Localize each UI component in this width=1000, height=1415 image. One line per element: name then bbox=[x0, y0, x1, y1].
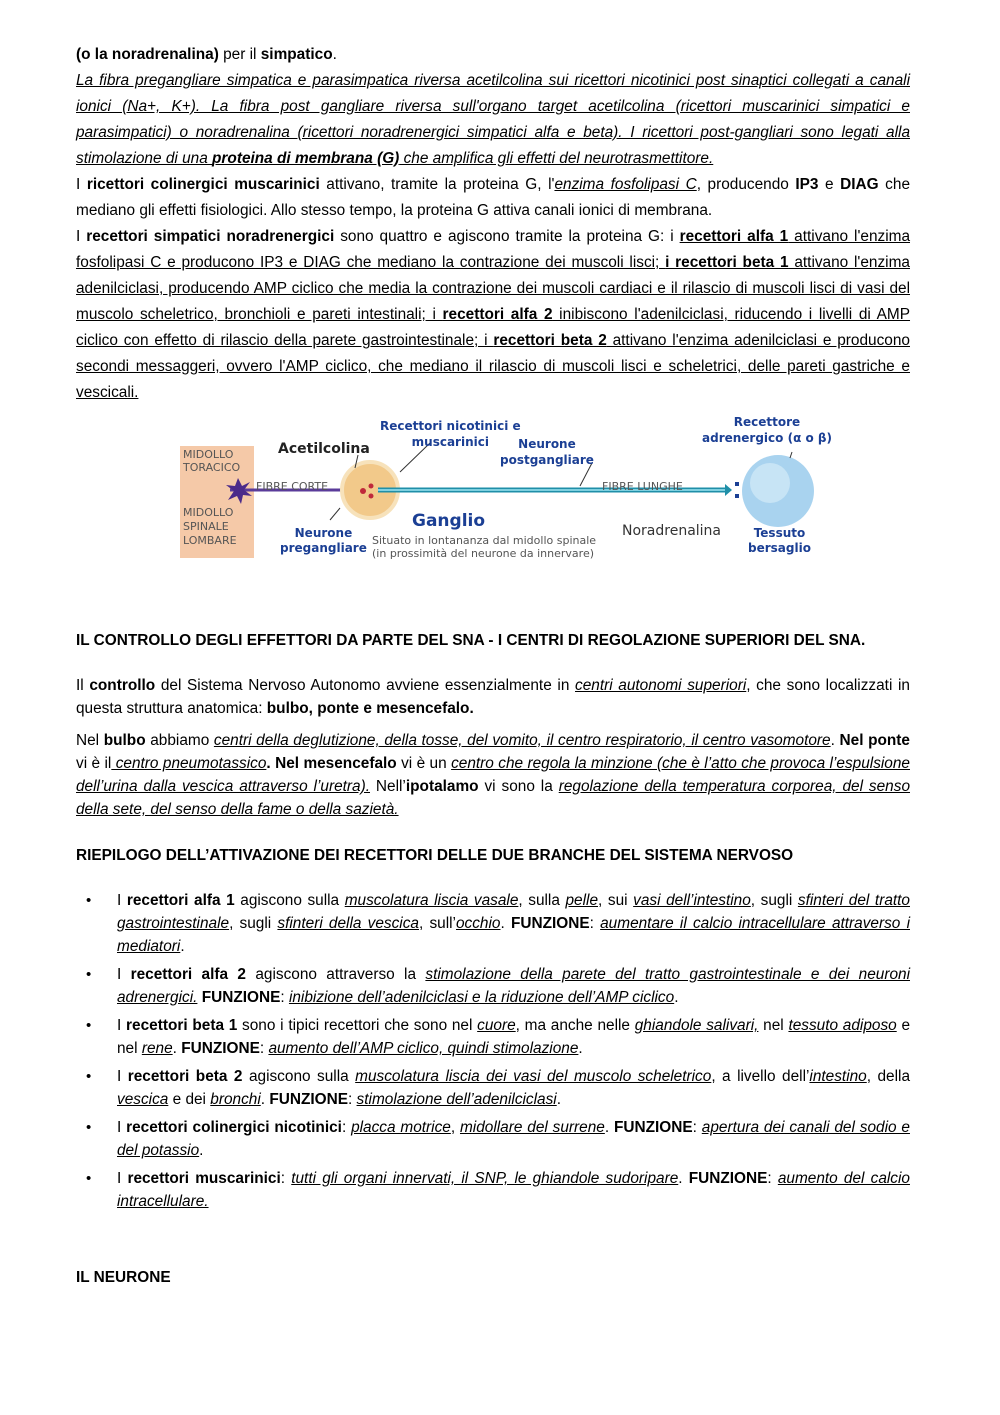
underlined-text: sfinteri del tratto gastrointestinale bbox=[117, 892, 910, 932]
bold-text: ricettori colinergici muscarinici bbox=[86, 176, 320, 193]
underlined-text: bronchi bbox=[210, 1091, 261, 1108]
text: . bbox=[678, 1170, 689, 1187]
text: , sugli bbox=[229, 915, 278, 932]
list-item bbox=[76, 1014, 910, 1060]
text: . bbox=[604, 1119, 614, 1136]
text: LOMBARE bbox=[183, 534, 237, 547]
text: : bbox=[347, 1091, 357, 1108]
italic-paragraph bbox=[76, 68, 910, 172]
text: . bbox=[172, 1040, 182, 1057]
text: sono i tipici recettori che sono nel bbox=[237, 1017, 478, 1034]
text: I bbox=[117, 966, 131, 983]
receptor-mark bbox=[735, 494, 739, 498]
underlined-text: stimolazione dell’adenilciclasi bbox=[356, 1091, 557, 1108]
bold-text: FUNZIONE bbox=[688, 1170, 768, 1187]
leader-line bbox=[330, 508, 340, 520]
synapse-dot bbox=[360, 488, 366, 494]
label-acetilcolina: Acetilcolina bbox=[278, 441, 370, 457]
text: MIDOLLO bbox=[183, 448, 234, 461]
section-heading-riepilogo: RIEPILOGO DELL’ATTIVAZIONE DEI RECETTORI DELLE DUE BRANCHE DEL SISTEMA NERVOSO bbox=[76, 847, 794, 864]
text: vi è un bbox=[396, 755, 452, 772]
text: del Sistema Nervoso Autonomo avviene essenzialmente in bbox=[155, 677, 576, 694]
underlined-text: sfinteri della vescica bbox=[277, 915, 419, 932]
text: agiscono sulla bbox=[234, 892, 345, 909]
bold-text: recettori alfa 1 bbox=[679, 228, 789, 245]
label-recettore-adrenergico bbox=[702, 414, 832, 446]
bold-text: FUNZIONE bbox=[201, 989, 281, 1006]
autonomic-pathway-figure bbox=[180, 415, 832, 588]
underlined-text: centri della deglutizione, della tosse, del vomito, il centro respiratorio, il centro vasomotore bbox=[213, 732, 831, 749]
controllo-paragraph-2 bbox=[76, 729, 910, 821]
text: : bbox=[692, 1119, 702, 1136]
section-heading-controllo: IL CONTROLLO DEGLI EFFETTORI DA PARTE DEL SNA - I CENTRI DI REGOLAZIONE SUPERIORI DEL SNA. bbox=[76, 632, 866, 649]
label-neurone-pregangliare bbox=[280, 526, 367, 556]
text: Recettori nicotinici e bbox=[380, 419, 521, 433]
text: Il bbox=[76, 677, 90, 694]
bold-text: recettori muscarinici bbox=[127, 1170, 281, 1187]
underlined-text: vescica bbox=[117, 1091, 169, 1108]
label-ganglio: Ganglio bbox=[412, 511, 486, 531]
text: . bbox=[332, 46, 337, 63]
text: . bbox=[260, 1091, 270, 1108]
underlined-text: stimolazione della parete del tratto gastrointestinale e dei neuroni adrenergici. bbox=[117, 966, 910, 1006]
text: Neurone bbox=[294, 526, 353, 540]
list-item bbox=[76, 1116, 910, 1162]
text: . Nel bbox=[266, 755, 304, 772]
bold-text: proteina di membrana (G) bbox=[212, 150, 400, 167]
text: : bbox=[280, 1170, 292, 1187]
bold-text: recettori beta 2 bbox=[493, 332, 607, 349]
text: Nell’ bbox=[370, 778, 406, 795]
underlined-text: centro che regola la minzione (che è l’atto che provoca l’espulsione dell’urina dalla vescica attraverso l’uretra). bbox=[76, 755, 910, 795]
underlined-text: muscolatura liscia vasale bbox=[344, 892, 519, 909]
receptor-mark bbox=[735, 482, 739, 486]
text: vi è il bbox=[76, 755, 112, 772]
underlined-text: apertura dei canali del sodio e del potassio bbox=[117, 1119, 910, 1159]
text: attivano, tramite la proteina G, l' bbox=[319, 176, 555, 193]
underlined-text: enzima fosfolipasi C bbox=[554, 176, 697, 193]
receptor-summary-list bbox=[76, 889, 910, 1213]
text: , a livello dell’ bbox=[711, 1068, 810, 1085]
text: La fibra pregangliare simpatica e parasimpatica riversa acetilcolina sui ricettori nicotinici post sinaptici collegati a canali ionici (Na+, K+). La fibra post gangliare riversa sull'organo target acetilcolina (ricettori muscarinici simpatici e parasimpatici) o noradrenalina (ricettori noradrenergici simpatici alfa e beta). I ricettori post-gangliari sono legati alla stimolazione di una bbox=[76, 72, 910, 167]
bold-text: FUNZIONE bbox=[181, 1040, 260, 1057]
text: . bbox=[578, 1040, 583, 1057]
text: . bbox=[556, 1091, 562, 1108]
text: che amplifica gli effetti del neurotrasmettitore. bbox=[399, 150, 714, 167]
bullet-icon: • bbox=[86, 1068, 92, 1085]
label-fibre-corte: FIBRE CORTE bbox=[256, 480, 329, 493]
underlined-text: ghiandole salivari, bbox=[634, 1017, 759, 1034]
text: nel bbox=[758, 1017, 789, 1034]
leader-line bbox=[790, 452, 792, 458]
bold-text: i recettori beta 1 bbox=[665, 254, 789, 271]
text: : bbox=[341, 1119, 352, 1136]
text: : bbox=[259, 1040, 269, 1057]
bold-text: recettori colinergici nicotinici bbox=[126, 1119, 342, 1136]
text: (in prossimità del neurone da innervare) bbox=[372, 547, 595, 560]
text: , producendo bbox=[696, 176, 796, 193]
label-fibre-lunghe: FIBRE LUNGHE bbox=[602, 480, 683, 493]
text: Tessuto bbox=[753, 526, 806, 540]
bold-text: recettori alfa 2 bbox=[442, 306, 553, 323]
text: . bbox=[500, 915, 511, 932]
underlined-text: regolazione della temperatura corporea, del senso della sete, del senso della fame o della sazietà. bbox=[76, 778, 910, 818]
target-tissue-shine bbox=[750, 463, 790, 503]
text: , ma anche nelle bbox=[515, 1017, 635, 1034]
text: adrenergico (α o β) bbox=[702, 431, 832, 445]
section-heading-neurone: IL NEURONE bbox=[76, 1269, 171, 1286]
text: Nel bbox=[76, 732, 104, 749]
underlined-text: occhio bbox=[455, 915, 501, 932]
underlined-text: rene bbox=[141, 1040, 173, 1057]
label-situato bbox=[372, 534, 596, 560]
bold-text: simpatico bbox=[260, 46, 333, 63]
underlined-text: inibiscono l'adenilciclasi, riducendo i livelli di AMP ciclico con effetto di rilascio della parete gastrointestinale; i bbox=[76, 306, 911, 349]
bold-text: (o la noradrenalina) bbox=[76, 46, 219, 63]
text: Situato in lontananza dal midollo spinale bbox=[372, 534, 597, 547]
text: , della bbox=[866, 1068, 911, 1085]
label-noradrenalina: Noradrenalina bbox=[622, 523, 722, 539]
underlined-text: attivano l'enzima fosfolipasi C e producono IP3 e DIAG che mediano la contrazione dei muscoli lisci; bbox=[76, 228, 910, 271]
text: pregangliare bbox=[280, 541, 367, 555]
text: , che sono localizzati in questa struttura anatomica: bbox=[76, 677, 910, 717]
text: , bbox=[450, 1119, 460, 1136]
label-tessuto-bersaglio bbox=[748, 526, 811, 556]
bold-text: IP3 bbox=[795, 176, 819, 193]
text: Neurone bbox=[518, 437, 576, 451]
text: che mediano gli effetti fisiologici. Allo stesso tempo, la proteina G attiva canali ionici di membrana. bbox=[76, 176, 911, 219]
bullet-icon: • bbox=[86, 892, 92, 909]
text: I bbox=[117, 1017, 127, 1034]
text: . bbox=[674, 989, 679, 1006]
text: I bbox=[117, 1119, 127, 1136]
text: e nel bbox=[117, 1017, 911, 1057]
underlined-text: midollare del surrene bbox=[459, 1119, 605, 1136]
bold-text: DIAG bbox=[840, 176, 879, 193]
text: per il bbox=[218, 46, 261, 63]
text: I bbox=[76, 228, 87, 245]
bold-text: mesencefalo bbox=[303, 755, 397, 772]
list-item bbox=[76, 889, 910, 958]
list-item bbox=[76, 963, 910, 1009]
underlined-text: muscolatura liscia dei vasi del muscolo scheletrico bbox=[355, 1068, 712, 1085]
text: . bbox=[180, 938, 185, 955]
bold-text: ipotalamo bbox=[405, 778, 479, 795]
text: . bbox=[199, 1142, 204, 1159]
label-midollo-toracico bbox=[183, 448, 240, 474]
bold-text: controllo bbox=[89, 677, 156, 694]
text: agiscono attraverso la bbox=[245, 966, 426, 983]
text: , sull’ bbox=[418, 915, 456, 932]
underlined-text: cuore bbox=[477, 1017, 516, 1034]
underlined-text: aumento dell’AMP ciclico, quindi stimolazione bbox=[268, 1040, 579, 1057]
text: , sui bbox=[598, 892, 634, 909]
text: MIDOLLO bbox=[183, 506, 234, 519]
bullet-icon: • bbox=[86, 1017, 92, 1034]
text: vi sono la bbox=[478, 778, 559, 795]
controllo-paragraph-1 bbox=[76, 674, 910, 720]
underlined-text: aumentare il calcio intracellulare attraverso i mediatori bbox=[117, 915, 910, 955]
text: agiscono sulla bbox=[242, 1068, 356, 1085]
underlined-text: centro pneumotassico bbox=[111, 755, 267, 772]
bold-text: FUNZIONE bbox=[510, 915, 590, 932]
text: : bbox=[767, 1170, 778, 1187]
underlined-text: attivano l'enzima adenilciclasi, producendo AMP ciclico che media la contrazione dei muscoli cardiaci e il rilascio di muscoli lisci di vasi del muscolo scheletrico, bronchioli e pareti intestinali; i bbox=[76, 254, 910, 323]
list-item bbox=[76, 1065, 910, 1111]
bold-text: bulbo bbox=[103, 732, 146, 749]
synapse-dot bbox=[369, 494, 374, 499]
bold-text: recettori beta 2 bbox=[127, 1068, 243, 1085]
text: muscarinici bbox=[411, 435, 489, 449]
underlined-text: tessuto adiposo bbox=[788, 1017, 897, 1034]
bold-text: recettori alfa 1 bbox=[126, 892, 235, 909]
underlined-text: tutti gli organi innervati, il SNP, le ghiandole sudoripare bbox=[291, 1170, 679, 1187]
underlined-text: intestino bbox=[809, 1068, 867, 1085]
bold-text: recettori alfa 2 bbox=[130, 966, 246, 983]
text: , sulla bbox=[518, 892, 566, 909]
text: I bbox=[117, 1068, 128, 1085]
text: abbiamo bbox=[145, 732, 214, 749]
text: , sugli bbox=[750, 892, 798, 909]
underlined-text: placca motrice bbox=[351, 1119, 451, 1136]
fiber-terminal bbox=[725, 484, 732, 496]
bold-text: Nel ponte bbox=[839, 732, 910, 749]
bold-text: recettori simpatici noradrenergici bbox=[86, 228, 335, 245]
sympathetic-paragraph bbox=[76, 224, 910, 406]
text: SPINALE bbox=[183, 520, 229, 533]
list-item bbox=[76, 1167, 910, 1213]
text: e bbox=[818, 176, 841, 193]
text: I bbox=[117, 1170, 128, 1187]
text: postgangliare bbox=[500, 453, 594, 467]
text: . bbox=[830, 732, 835, 749]
label-midollo-spinale bbox=[183, 506, 237, 548]
synapse-dot bbox=[369, 484, 374, 489]
bold-text: FUNZIONE bbox=[613, 1119, 693, 1136]
document-page bbox=[76, 42, 910, 1291]
text: Recettore bbox=[733, 415, 801, 429]
underlined-text: pelle bbox=[565, 892, 599, 909]
underlined-text: aumento del calcio intracellulare. bbox=[117, 1170, 910, 1210]
bullet-icon: • bbox=[86, 1170, 92, 1187]
label-neurone-postgangliare bbox=[500, 436, 594, 468]
text: bersaglio bbox=[748, 541, 811, 555]
bullet-icon: • bbox=[86, 966, 92, 983]
muscarinic-paragraph bbox=[76, 172, 910, 224]
bold-text: recettori beta 1 bbox=[126, 1017, 238, 1034]
underlined-text: centri autonomi superiori bbox=[575, 677, 747, 694]
text: I bbox=[76, 176, 87, 193]
text: sono quattro e agiscono tramite la proteina G: i bbox=[334, 228, 680, 245]
text: I bbox=[117, 892, 127, 909]
underlined-text: attivano l'enzima adenilciclasi e producono secondi messaggeri, ovvero l'AMP ciclico, che mediano il rilascio di muscoli lisci e scheletrici, delle pareti gastriche e vescicali. bbox=[76, 332, 910, 401]
underlined-text: inibizione dell’adenilciclasi e la riduzione dell’AMP ciclico bbox=[288, 989, 675, 1006]
text: : bbox=[589, 915, 601, 932]
bullet-icon: • bbox=[86, 1119, 92, 1136]
text: TORACICO bbox=[183, 461, 241, 474]
bold-text: FUNZIONE bbox=[269, 1091, 348, 1108]
underlined-text: vasi dell’intestino bbox=[633, 892, 751, 909]
bold-text: bulbo, ponte e mesencefalo. bbox=[266, 700, 474, 717]
intro-line bbox=[76, 42, 910, 68]
text: e dei bbox=[168, 1091, 211, 1108]
text: : bbox=[280, 989, 289, 1006]
